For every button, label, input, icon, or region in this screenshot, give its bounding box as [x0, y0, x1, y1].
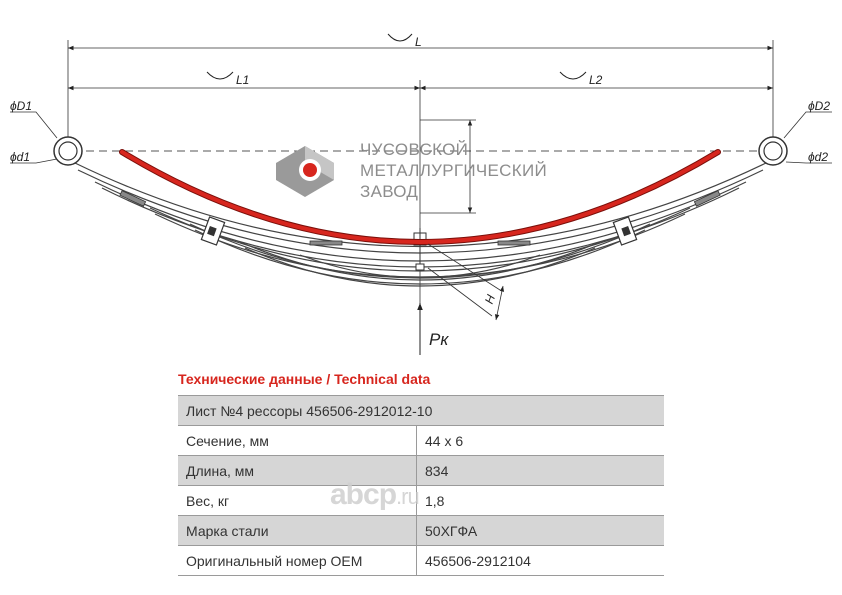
row-label: Длина, мм [178, 456, 417, 486]
dim-label-H: H [481, 292, 499, 306]
logo-line-3: ЗАВОД [360, 182, 419, 201]
row-value: 50ХГФА [417, 516, 665, 546]
technical-data-table [178, 395, 664, 576]
dim-label-d2: ϕd2 [808, 150, 829, 164]
abcp-watermark [330, 478, 419, 512]
spring-eye-right [759, 137, 787, 165]
table-row [178, 516, 664, 546]
row-label: Марка стали [178, 516, 417, 546]
table-row [178, 486, 664, 516]
dim-label-L1: L1 [236, 73, 250, 87]
table-row [178, 426, 664, 456]
load-label-Pk: Pк [429, 330, 449, 349]
watermark-main: abcp [330, 478, 397, 511]
table-header: Лист №4 рессоры 456506-2912012-10 [178, 396, 664, 426]
row-label: Оригинальный номер OEM [178, 546, 417, 576]
row-value: 834 [417, 456, 665, 486]
spring-eye-left [54, 137, 82, 165]
dim-label-d1: ϕd1 [10, 150, 31, 164]
row-label: Вес, кг [178, 486, 417, 516]
dim-label-D1: ϕD1 [10, 99, 33, 113]
logo-line-1: ЧУСОВСКОЙ [360, 140, 469, 159]
logo-line-2: МЕТАЛЛУРГИЧЕСКИЙ [360, 161, 547, 180]
table-row [178, 456, 664, 486]
row-value: 1,8 [417, 486, 665, 516]
section-title: Технические данные / Technical data [178, 371, 431, 387]
dim-label-L: L [415, 35, 422, 49]
centre-bolt [414, 228, 426, 270]
factory-logo [276, 140, 547, 201]
table-row [178, 546, 664, 576]
dimension-L [68, 34, 773, 145]
watermark-tld: .ru [396, 484, 419, 509]
dim-label-D2: ϕD2 [808, 99, 831, 113]
row-value: 456506-2912104 [417, 546, 665, 576]
dim-label-L2: L2 [589, 73, 603, 87]
logo-red-dot-icon [303, 163, 317, 177]
table-header-row [178, 396, 664, 426]
row-value: 44 х 6 [417, 426, 665, 456]
row-label: Сечение, мм [178, 426, 417, 456]
